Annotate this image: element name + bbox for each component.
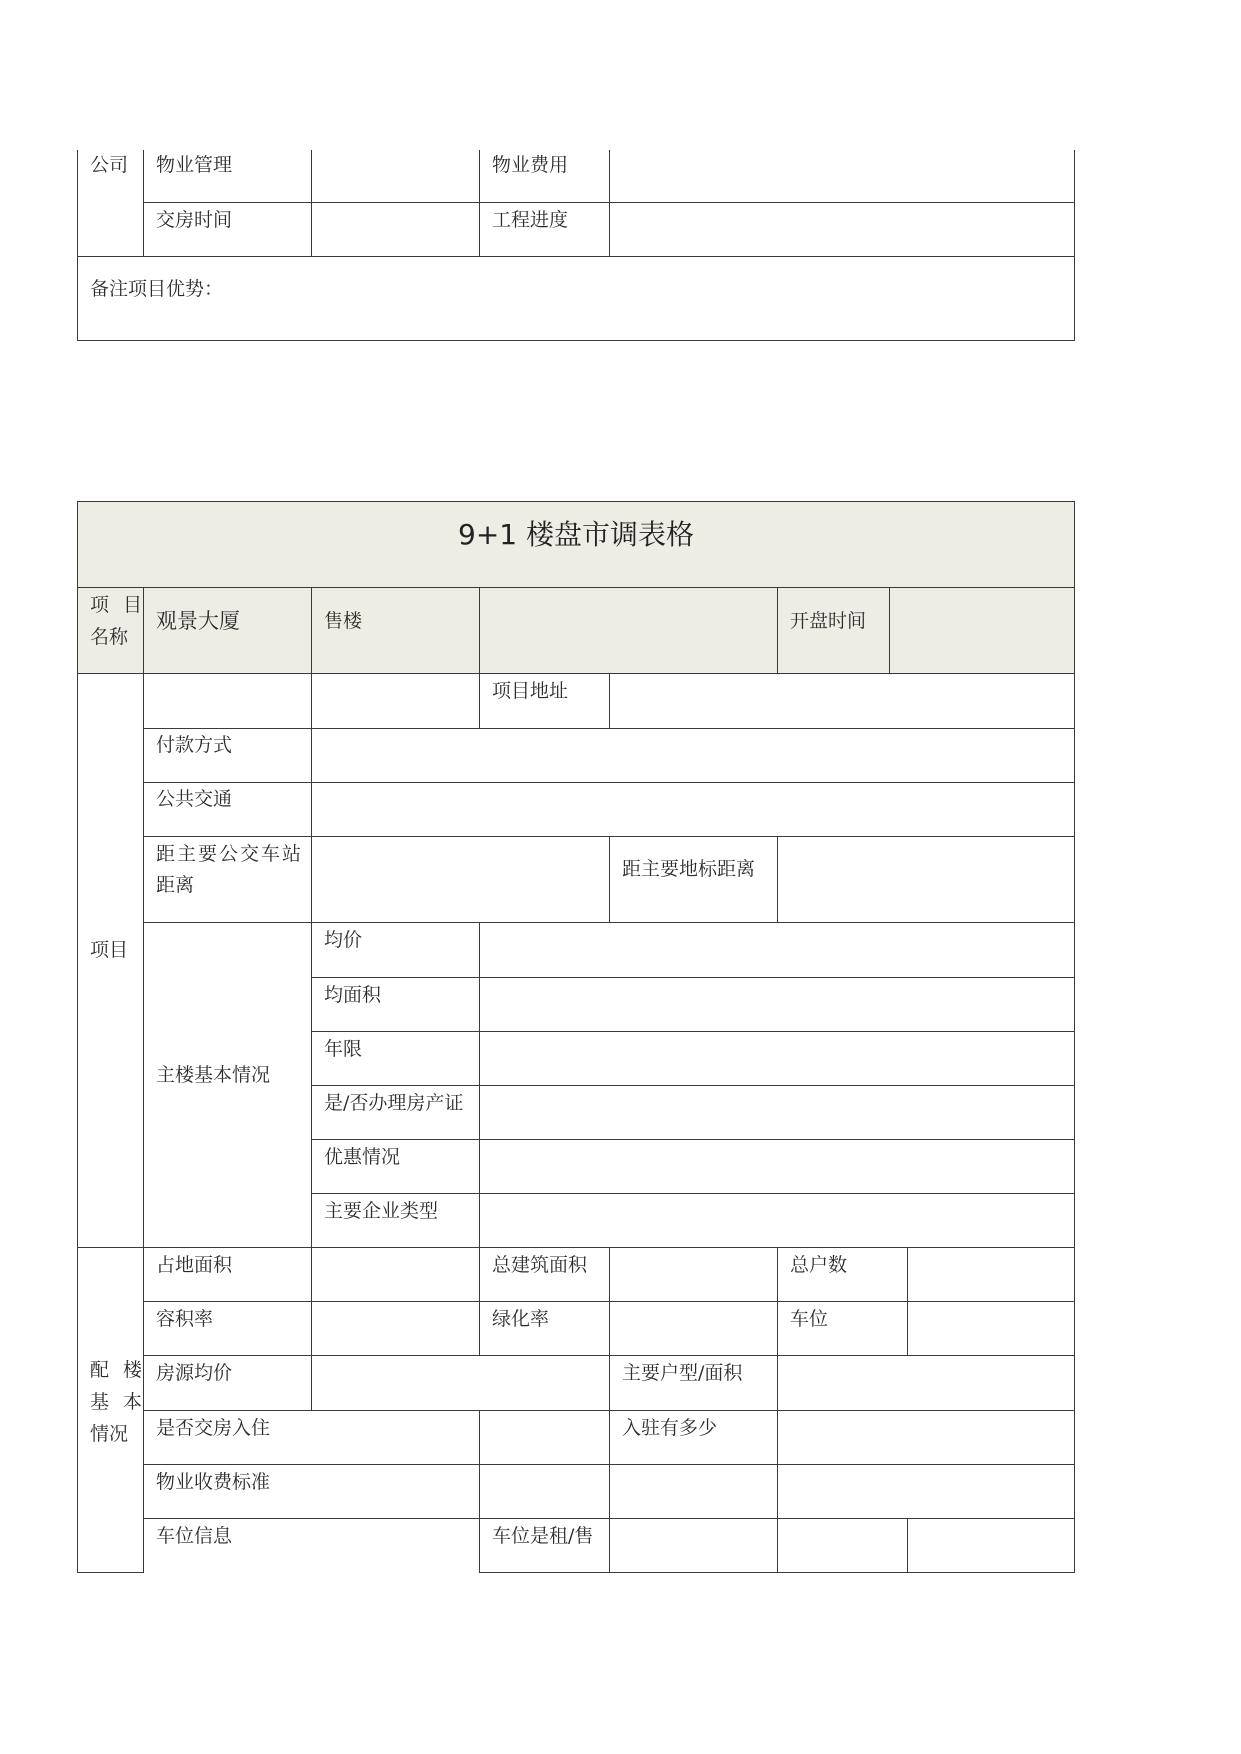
parking-info-label: 车位信息 bbox=[156, 1525, 233, 1547]
bus-distance-label-2: 距离 bbox=[156, 874, 195, 896]
opening-time-label: 开盘时间 bbox=[790, 610, 867, 632]
project-name-value: 观景大厦 bbox=[156, 609, 240, 633]
remarks-label: 备注项目优势： bbox=[90, 278, 224, 300]
handover-time-label: 交房时间 bbox=[156, 209, 233, 231]
project-name-label-2: 名称 bbox=[90, 626, 129, 648]
plot-ratio-label: 容积率 bbox=[156, 1308, 214, 1330]
occupied-label: 是否交房入住 bbox=[156, 1417, 271, 1439]
address-label: 项目地址 bbox=[492, 680, 569, 702]
company-label: 公司 bbox=[90, 154, 129, 176]
property-management-label: 物业管理 bbox=[156, 154, 233, 176]
residents-label: 入驻有多少 bbox=[622, 1417, 718, 1439]
transport-label: 公共交通 bbox=[156, 788, 233, 810]
payment-label: 付款方式 bbox=[156, 734, 233, 756]
total-households-label: 总户数 bbox=[790, 1254, 848, 1276]
progress-label: 工程进度 bbox=[492, 209, 569, 231]
annex-label-3: 情况 bbox=[90, 1423, 129, 1445]
fee-standard-label: 物业收费标准 bbox=[156, 1471, 271, 1493]
discount-label: 优惠情况 bbox=[324, 1146, 401, 1168]
bus-distance-label: 距主要公交车站 bbox=[156, 843, 304, 865]
property-fee-label: 物业费用 bbox=[492, 154, 569, 176]
total-floor-area-label: 总建筑面积 bbox=[492, 1254, 588, 1276]
green-ratio-label: 绿化率 bbox=[492, 1308, 550, 1330]
avg-area-label: 均面积 bbox=[324, 984, 382, 1006]
project-label: 项目 bbox=[90, 939, 129, 961]
avg-price-label: 均价 bbox=[324, 929, 363, 951]
annex-label-2: 基 本 bbox=[90, 1391, 147, 1413]
certificate-label: 是/否办理房产证 bbox=[324, 1092, 464, 1114]
table-title: 9+1 楼盘市调表格 bbox=[458, 518, 694, 551]
main-building-label: 主楼基本情况 bbox=[156, 1064, 271, 1086]
parking-rent-sale-label: 车位是租/售 bbox=[492, 1525, 594, 1547]
land-area-label: 占地面积 bbox=[156, 1254, 233, 1276]
landmark-distance-label: 距主要地标距离 bbox=[622, 858, 756, 880]
enterprise-type-label: 主要企业类型 bbox=[324, 1200, 439, 1222]
unit-price-label: 房源均价 bbox=[156, 1362, 233, 1384]
sales-building-label: 售楼 bbox=[324, 610, 363, 632]
project-name-label: 项 目 bbox=[90, 594, 147, 616]
main-unit-label: 主要户型/面积 bbox=[622, 1362, 743, 1384]
years-label: 年限 bbox=[324, 1038, 363, 1060]
annex-label-1: 配 楼 bbox=[90, 1359, 147, 1381]
parking-label: 车位 bbox=[790, 1308, 829, 1330]
